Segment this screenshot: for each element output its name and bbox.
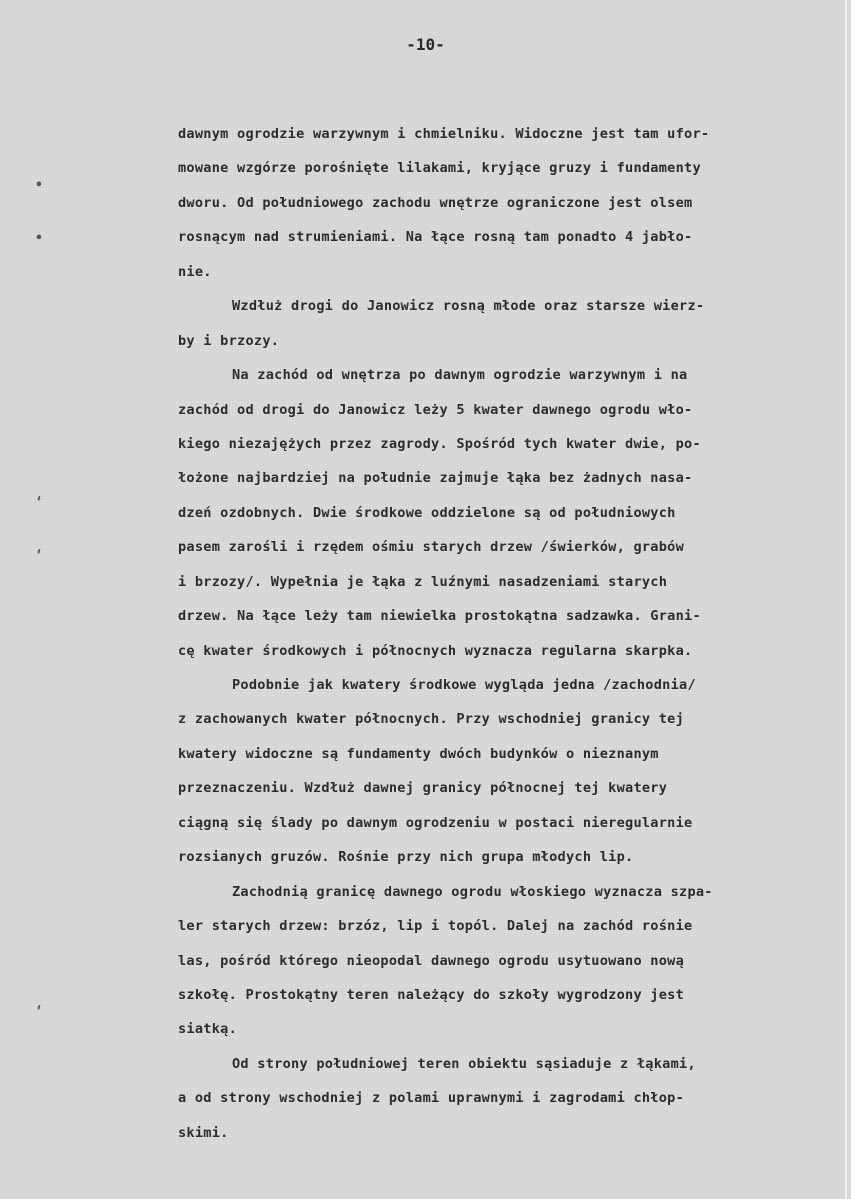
margin-mark: ‘ bbox=[35, 1004, 43, 1019]
page-number: -10- bbox=[406, 35, 445, 54]
text-line: skimi. bbox=[178, 1124, 229, 1141]
text-line: ciągną się ślady po dawnym ogrodzeniu w postaci nieregularnie bbox=[178, 814, 693, 831]
text-line: dworu. Od południowego zachodu wnętrze ograniczone jest olsem bbox=[178, 194, 693, 211]
margin-mark: • bbox=[35, 231, 43, 246]
margin-mark: • bbox=[35, 178, 43, 193]
text-line: mowane wzgórze porośnięte lilakami, kryjące gruzy i fundamenty bbox=[178, 160, 701, 177]
text-line: zachód od drogi do Janowicz leży 5 kwater dawnego ogrodu wło- bbox=[178, 401, 693, 418]
text-line: rosnącym nad strumieniami. Na łące rosną tam ponadto 4 jabło- bbox=[178, 229, 693, 246]
text-line: kwatery widoczne są fundamenty dwóch budynków o nieznanym bbox=[178, 745, 659, 762]
text-line: las, pośród którego nieopodal dawnego ogrodu usytuowano nową bbox=[178, 952, 685, 969]
text-line: łożone najbardziej na południe zajmuje łąka bez żadnych nasa- bbox=[178, 470, 693, 487]
margin-mark: ‘ bbox=[35, 495, 43, 510]
text-line: Wzdłuż drogi do Janowicz rosną młode oraz starsze wierz- bbox=[232, 298, 705, 315]
text-line: rozsianych gruzów. Rośnie przy nich grupa młodych lip. bbox=[178, 849, 634, 866]
body-text bbox=[178, 117, 848, 1150]
text-line: pasem zarośli i rzędem ośmiu starych drzew /świerków, grabów bbox=[178, 539, 685, 556]
text-line: drzew. Na łące leży tam niewielka prostokątna sadzawka. Grani- bbox=[178, 608, 701, 625]
text-line: dzeń ozdobnych. Dwie środkowe oddzielone są od południowych bbox=[178, 504, 676, 521]
text-line: nie. bbox=[178, 263, 212, 280]
text-line: Na zachód od wnętrza po dawnym ogrodzie warzywnym i na bbox=[232, 367, 688, 384]
text-line: przeznaczeniu. Wzdłuż dawnej granicy północnej tej kwatery bbox=[178, 780, 668, 797]
text-line: Od strony południowej teren obiektu sąsiaduje z łąkami, bbox=[232, 1055, 696, 1072]
text-line: a od strony wschodniej z polami uprawnymi i zagrodami chłop- bbox=[178, 1090, 685, 1107]
text-line: i brzozy/. Wypełnia je łąka z luźnymi nasadzeniami starych bbox=[178, 573, 668, 590]
text-line: cę kwater środkowych i północnych wyznacza regularna skarpka. bbox=[178, 642, 693, 659]
text-line: kiego niezajężych przez zagrody. Spośród tych kwater dwie, po- bbox=[178, 435, 701, 452]
text-line: siatką. bbox=[178, 1021, 238, 1038]
text-line: z zachowanych kwater północnych. Przy wschodniej granicy tej bbox=[178, 711, 685, 728]
text-line: ler starych drzew: brzóz, lip i topól. Dalej na zachód rośnie bbox=[178, 918, 693, 935]
text-line: Zachodnią granicę dawnego ogrodu włoskiego wyznacza szpa- bbox=[232, 883, 713, 900]
text-line: dawnym ogrodzie warzywnym i chmielniku. Widoczne jest tam ufor- bbox=[178, 126, 710, 142]
text-line: by i brzozy. bbox=[178, 332, 280, 349]
text-line: szkołę. Prostokątny teren należący do szkoły wygrodzony jest bbox=[178, 986, 685, 1003]
margin-mark: ‘ bbox=[35, 548, 43, 563]
text-line: Podobnie jak kwatery środkowe wygląda jedna /zachodnia/ bbox=[232, 677, 696, 693]
